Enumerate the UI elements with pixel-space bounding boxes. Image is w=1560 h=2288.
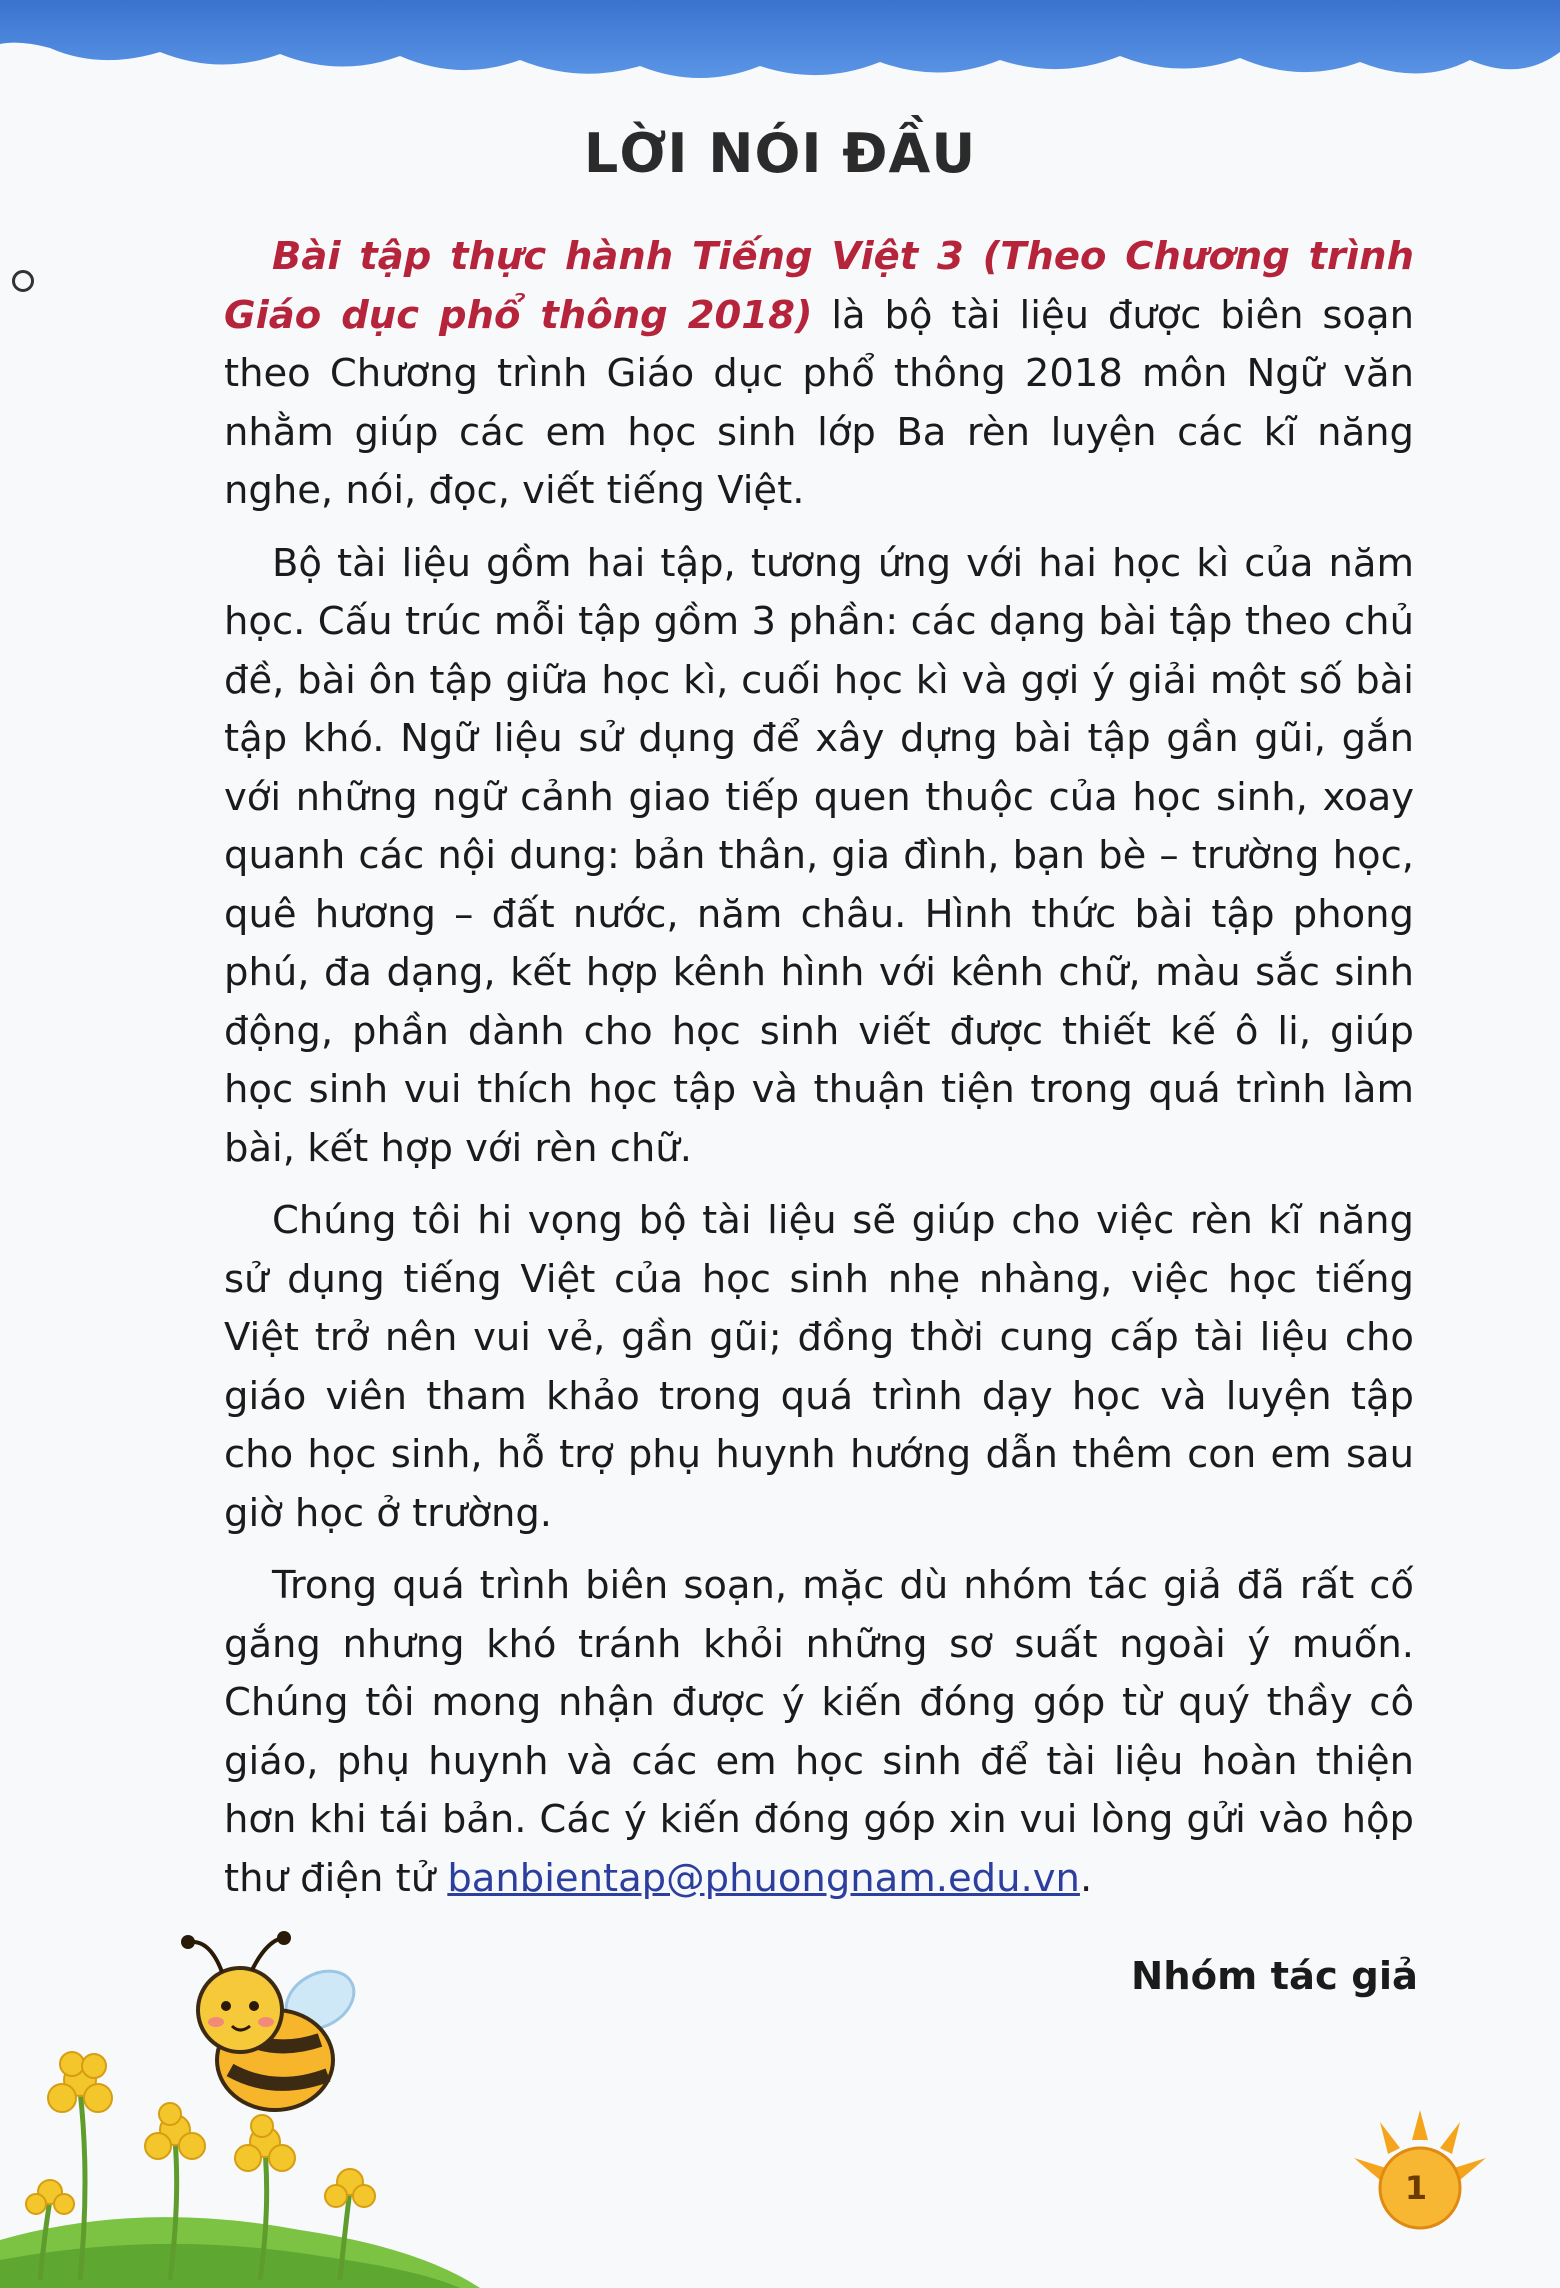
margin-mark — [12, 270, 34, 292]
author-signature: Nhóm tác giả — [1131, 1954, 1418, 1999]
preface-body — [224, 228, 1414, 1922]
paragraph-hope: Chúng tôi hi vọng bộ tài liệu sẽ giúp cho việc rèn kĩ năng sử dụng tiếng Việt của học sinh nhẹ nhàng, việc học tiếng Việt trở nên vui vẻ, gần gũi; đồng thời cung cấp tài liệu cho giáo viên tham khảo trong quá trình dạy học và luyện tập cho học sinh, hỗ trợ phụ huynh hướng dẫn thêm con em sau giờ học ở trường. — [224, 1198, 1414, 1536]
feedback-text: Trong quá trình biên soạn, mặc dù nhóm tác giả đã rất cố gắng nhưng khó tránh khỏi những sơ suất ngoài ý muốn. Chúng tôi mong nhận được ý kiến đóng góp từ quý thầy cô giáo, phụ huynh và các em học sinh để tài liệu hoàn thiện hơn khi tái bản. Các ý kiến đóng góp xin vui lòng gửi vào hộp thư điện tử — [224, 1563, 1414, 1901]
intro-text: là bộ tài liệu được biên soạn theo Chương trình Giáo dục phổ thông 2018 môn Ngữ văn nhằm giúp các em học sinh lớp Ba rèn luyện các kĩ năng nghe, nói, đọc, viết tiếng Việt. — [224, 292, 1414, 513]
book-title: Bài tập thực hành Tiếng Việt 3 (Theo Chương trình Giáo dục phổ thông 2018) — [224, 234, 1414, 338]
page-number: 1 — [1404, 2169, 1428, 2207]
page-title: LỜI NÓI ĐẦU — [583, 122, 977, 185]
paragraph-structure: Bộ tài liệu gồm hai tập, tương ứng với hai học kì của năm học. Cấu trúc mỗi tập gồm 3 phần: các dạng bài tập theo chủ đề, bài ôn tập giữa học kì, cuối học kì và gợi ý giải một số bài tập khó. Ngữ liệu sử dụng để xây dựng bài tập gần gũi, gắn với những ngữ cảnh giao tiếp quen thuộc của học sinh, xoay quanh các nội dung: bản thân, gia đình, bạn bè – trường học, quê hương – đất nước, năm châu. Hình thức bài tập phong phú, đa dạng, kết hợp kênh hình với kênh chữ, màu sắc sinh động, phần dành cho học sinh viết được thiết kế ô li, giúp học sinh vui thích học tập và thuận tiện trong quá trình làm bài, kết hợp với rèn chữ. — [224, 540, 1414, 1171]
paragraph-intro — [224, 228, 1414, 521]
feedback-end: . — [1079, 1855, 1093, 1901]
email-link[interactable]: banbientap@phuongnam.edu.vn — [447, 1855, 1080, 1901]
paragraph-feedback — [224, 1557, 1414, 1908]
bee-illustration — [170, 1930, 370, 2130]
cloud-banner — [0, 0, 1560, 120]
